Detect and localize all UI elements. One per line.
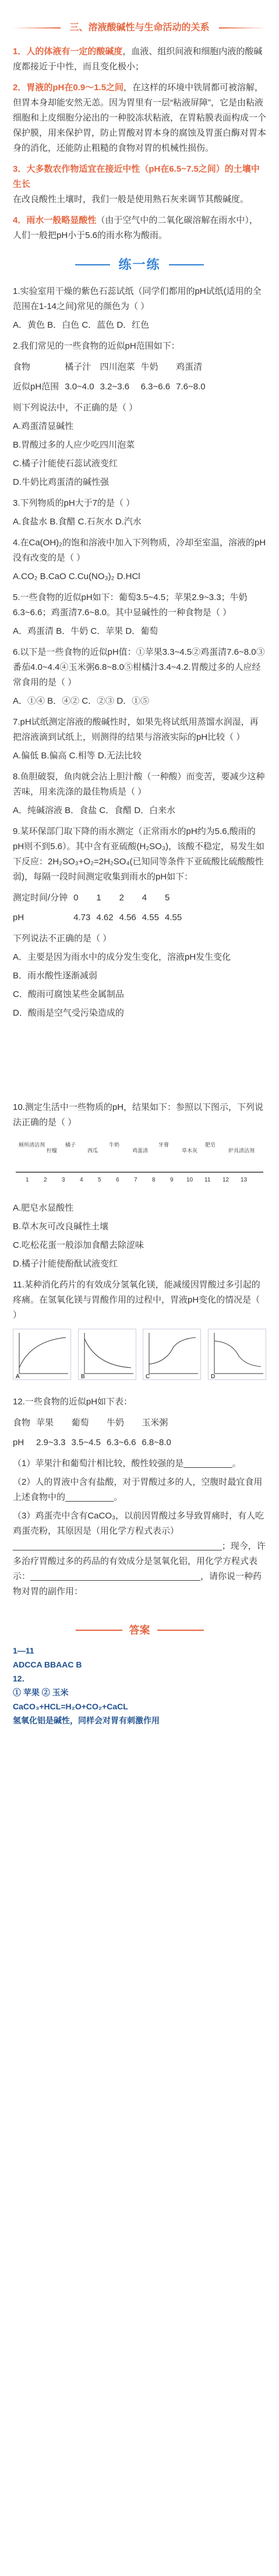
question-2-option-c: C.橘子汁能使石蕊试液变红 [13,459,118,469]
answer-bar-right [157,1630,204,1631]
scale-label: 炉具清洁剂 [228,1148,255,1154]
answer-line: CaCO₃+HCL=H₂O+CO₂+CaCL [13,1702,128,1711]
question-4-options: A.CO₂ B.CaO C.Cu(NO₃)₂ D.HCl [13,572,140,581]
question-2-stem: 则下列说法中，不正确的是（ ） [13,403,138,413]
answer-line: ① 苹果 ② 玉米 [13,1688,69,1697]
graph-c [143,1329,201,1380]
question-12: 12.一些食物的近似pH如下表： [13,1397,133,1407]
table-row [13,377,211,397]
question-9-option-d: D．酸雨是空气受污染造成的 [13,1008,124,1018]
table-header-row [13,357,211,377]
scale-tick: 12 [223,1177,229,1183]
question-3: 3.下列物质的pH大于7的是（ ） [13,498,135,508]
scale-tick: 11 [204,1177,211,1183]
spacer [13,1027,266,1097]
table-cell: 3.2~3.6 [100,382,130,392]
table-header-cell: 牛奶 [106,1418,124,1428]
scale-tick: 5 [98,1177,101,1183]
question-2: 2.我们常见的一些食物的近似pH范围如下： [13,341,180,351]
answer-bar-left [76,1630,122,1631]
scale-tick: 2 [44,1177,47,1183]
question-11-graphs [13,1329,266,1385]
scale-tick: 8 [152,1177,156,1183]
fact-2 [13,80,266,156]
question-10-option-c: C.吃松花蛋一般添加食醋去除涩味 [13,1240,144,1250]
fact-3-lead: 3．大多数农作物适宜在接近中性（pH在6.5~7.5之间）的土壤中生长 [13,164,260,189]
table-header-cell: 食物 [13,1418,31,1428]
fact-4 [13,213,266,243]
table-cell: 4.73 [73,913,91,922]
question-6-options: A．①④ B．④② C．②③ D．①⑤ [13,696,150,706]
table-cell: 7.6~8.0 [176,382,206,392]
graph-b [78,1329,136,1380]
table-header-row [13,1413,177,1433]
table-header-row [13,888,188,908]
scale-tick: 6 [116,1177,119,1183]
question-9-stem: 下列说法不正确的是（ ） [13,934,112,943]
question-2-table [13,357,211,397]
question-9-option-a: A．主要是因为雨水中的成分发生变化，溶液pH发生变化 [13,952,231,962]
scale-label: 柠檬 [47,1148,58,1154]
graph-label: C [146,1374,150,1380]
scale-label: 厕所清洁剂 [19,1142,45,1148]
scale-label: 草木灰 [182,1148,198,1154]
graph-label: D [210,1374,216,1380]
question-9: 9.某环保部门取下降的雨水测定（正常雨水的pH约为5.6,酸雨的pH则不到5.6）。其中含有亚硫酸(H₂SO₃)，该酸不稳定，易发生如下反应：2H₂SO₃+O₂=2H₂SO₄(已知同等条件下亚硫酸比硫酸酸性弱)，每隔一段时间测定收集到雨水的pH如下： [13,826,264,882]
answer-line: 1—11 [13,1646,34,1655]
question-10-option-b: B.草木灰可改良碱性土壤 [13,1222,109,1232]
practice-header [13,257,266,272]
question-7-options: A.偏低 B.偏高 C.相等 D.无法比较 [13,751,142,761]
question-12-part-3: （3）鸡蛋壳中含有CaCO₃，以前因胃酸过多导致胃痛时，有人吃鸡蛋壳粉，其原因是（用化学方程式表示）___________________________________________；现今，许多治疗胃酸过多的药品的有效成分是氢氧化铝，用化学方程式表示：___________________________________，请你说一种药物对胃的副作用： [13,1511,266,1596]
table-cell: 6.8~8.0 [142,1438,171,1447]
table-header-cell: 橘子汁 [65,362,91,372]
table-row-label: pH [13,913,24,922]
question-5: 5.一些食物的近似pH如下：葡萄3.5~4.5；苹果2.9~3.3；牛奶6.3~6.6；鸡蛋清7.6~8.0。其中显碱性的一种食物是（ ） [13,592,248,618]
question-6: 6.以下是一些食物的近似pH值：①苹果3.3~4.5②鸡蛋清7.6~8.0③番茄4.0~4.4④玉米粥6.8~8.0⑤柑橘汁3.4~4.2.胃酸过多的人应经常食用的是（ ） [13,647,265,687]
table-header-cell: 2 [119,893,124,903]
scale-label: 西瓜 [87,1148,98,1154]
table-cell: 4.56 [119,913,136,922]
question-9-option-b: B．雨水酸性逐渐减弱 [13,971,98,981]
fact-4-text: （由于空气中的二氧化碳溶解在雨水中），人们一般把pH小于5.6的雨水称为酸雨。 [13,215,258,240]
graph-option [78,1329,136,1385]
table-row [13,1433,177,1453]
table-header-cell: 鸡蛋清 [176,362,203,372]
question-9-table [13,888,188,928]
table-header-cell: 4 [142,893,147,903]
table-header-cell: 苹果 [36,1418,54,1428]
answer-line: 氢氧化铝是碱性，同样会对胃有刺激作用 [13,1716,160,1725]
scale-label: 肥皂 [205,1142,216,1148]
table-header-cell: 测定时间/分钟 [13,893,68,903]
answer-line: ADCCA BBAAC B [13,1660,82,1669]
header-line-left [13,27,61,29]
fact-1-lead: 1．人的体液有一定的酸碱度 [13,47,123,56]
scale-label: 橘子 [65,1142,76,1148]
answer-block [13,1644,266,1727]
table-cell: 4.55 [142,913,159,922]
table-row-label: 近似pH范围 [13,382,59,392]
table-header-cell: 5 [164,893,170,903]
question-7: 7.pH试纸测定溶液的酸碱性时，如果先将试纸用蒸馏水润湿，再把溶液滴到试纸上，则测得的结果与溶液实际的pH比较（ ） [13,717,259,742]
answer-title: 答案 [129,1624,150,1636]
question-10-option-a: A.肥皂水显酸性 [13,1203,74,1213]
scale-tick: 1 [26,1177,29,1183]
table-header-cell: 玉米粥 [142,1418,168,1428]
scale-label: 牛奶 [109,1142,120,1148]
question-8: 8.鱼胆破裂，鱼肉就会沾上胆汁酸（一种酸）而变苦，要减少这种苦味，用来洗涤的最佳物质是（ ） [13,772,265,797]
question-2-option-d: D.牛奶比鸡蛋清的碱性强 [13,477,110,487]
header-line-right [219,27,267,29]
question-1: 1.实验室用干燥的紫色石蕊试纸（同学们都用的pH试纸(适用的全范围在1-14之间)常见的颜色为（ ） [13,286,262,311]
question-5-options: A．鸡蛋清 B．牛奶 C．苹果 D．葡萄 [13,626,158,636]
table-cell: 2.9~3.3 [36,1438,66,1447]
practice-bar-left [75,264,110,265]
graph-option [13,1329,71,1385]
table-header-cell: 0 [73,893,79,903]
graph-option [143,1329,201,1385]
scale-tick: 3 [62,1177,65,1183]
question-4: 4.在Ca(OH)₂的饱和溶液中加入下列物质，冷却至室温，溶液的pH没有改变的是（ ） [13,538,266,563]
fact-1-text: ，血液、组织间液和细胞内液的酸碱度都接近于中性，而且变化极小； [13,47,263,72]
scale-label: 牙膏 [158,1142,169,1148]
table-row-label: pH [13,1438,24,1447]
answer-header [13,1623,266,1638]
fact-1 [13,44,266,74]
question-12-part-1: （1）苹果汁和葡萄汁相比较，酸性较强的是__________。 [13,1459,241,1468]
question-11: 11.某种消化药片的有效成分氢氧化镁，能减缓因胃酸过多引起的疼痛。在氢氧化镁与胃酸作用的过程中，胃液pH变化的情况是（ ） [13,1280,260,1320]
question-9-option-c: C．酸雨可腐蚀某些金属制品 [13,989,124,999]
table-header-cell: 1 [96,893,101,903]
graph-label: A [16,1374,20,1380]
fact-3-text: 在改良酸性土壤时，我们一般是使用熟石灰来调节其酸碱度。 [13,194,249,204]
section-header [13,12,266,44]
practice-title: 练一练 [118,257,161,272]
fact-3 [13,162,266,207]
graph-option [208,1329,266,1385]
ph-scale-figure [13,1140,266,1186]
fact-4-lead: 4．雨水一般略显酸性 [13,215,97,225]
scale-tick: 9 [170,1177,174,1183]
fact-2-text: ，在这样的环境中铁屑都可被溶解，但胃本身却能安然无恙。因为胃里有一层“粘液屏障”，它是由粘液细胞和上皮细胞分泌出的一种胶冻状粘液，在胃粘膜表面构成一个保护膜，用来保护胃，防止胃酸对胃本身的腐蚀及胃蛋白酶对胃本身的消化，还能防止粗糙的食物对胃的机械性损伤。 [13,83,267,153]
question-8-options: A．纯碱溶液 B．食盐 C．食醋 D．白来水 [13,806,176,815]
table-cell: 4.62 [96,913,114,922]
table-header-cell: 食物 [13,362,31,372]
table-row [13,908,188,928]
question-1-options: A．黄色 B．白色 C．蓝色 D．红色 [13,320,150,330]
question-2-option-a: A.鸡蛋清显碱性 [13,421,74,431]
page [0,12,279,1727]
section-title: 三、溶液酸碱性与生命活动的关系 [69,23,210,33]
question-12-table [13,1413,177,1453]
scale-tick: 4 [80,1177,83,1183]
table-cell: 6.3~6.6 [106,1438,136,1447]
scale-tick: 13 [241,1177,248,1183]
graph-a [13,1329,71,1380]
scale-label: 鸡蛋清 [132,1148,149,1154]
table-header-cell: 牛奶 [140,362,158,372]
graph-d [208,1329,266,1380]
table-header-cell: 葡萄 [71,1418,89,1428]
table-cell: 6.3~6.6 [140,382,171,392]
question-3-options: A.食盐水 B.食醋 C.石灰水 D.汽水 [13,517,142,527]
answer-line: 12． [13,1674,30,1683]
fact-2-lead: 2．胃液的pH在0.9～1.5之间 [13,83,124,93]
table-cell: 4.55 [164,913,182,922]
scale-tick: 7 [134,1177,137,1183]
table-cell: 3.5~4.5 [71,1438,101,1447]
table-cell: 3.0~4.0 [65,382,94,392]
question-10: 10.测定生活中一些物质的pH，结果如下：参照以下图示，下列说法正确的是（ ） [13,1102,264,1127]
question-2-option-b: B.胃酸过多的人应少吃四川泡菜 [13,440,135,450]
practice-bar-right [169,264,204,265]
question-10-option-d: D.橘子汁能使酚酞试液变红 [13,1259,118,1269]
question-12-part-2: （2）人的胃液中含有盐酸，对于胃酸过多的人，空腹时最宜食用上述食物中的__________。 [13,1477,263,1502]
graph-label: B [80,1374,85,1380]
table-header-cell: 四川泡菜 [100,362,135,372]
scale-tick: 10 [186,1177,193,1183]
